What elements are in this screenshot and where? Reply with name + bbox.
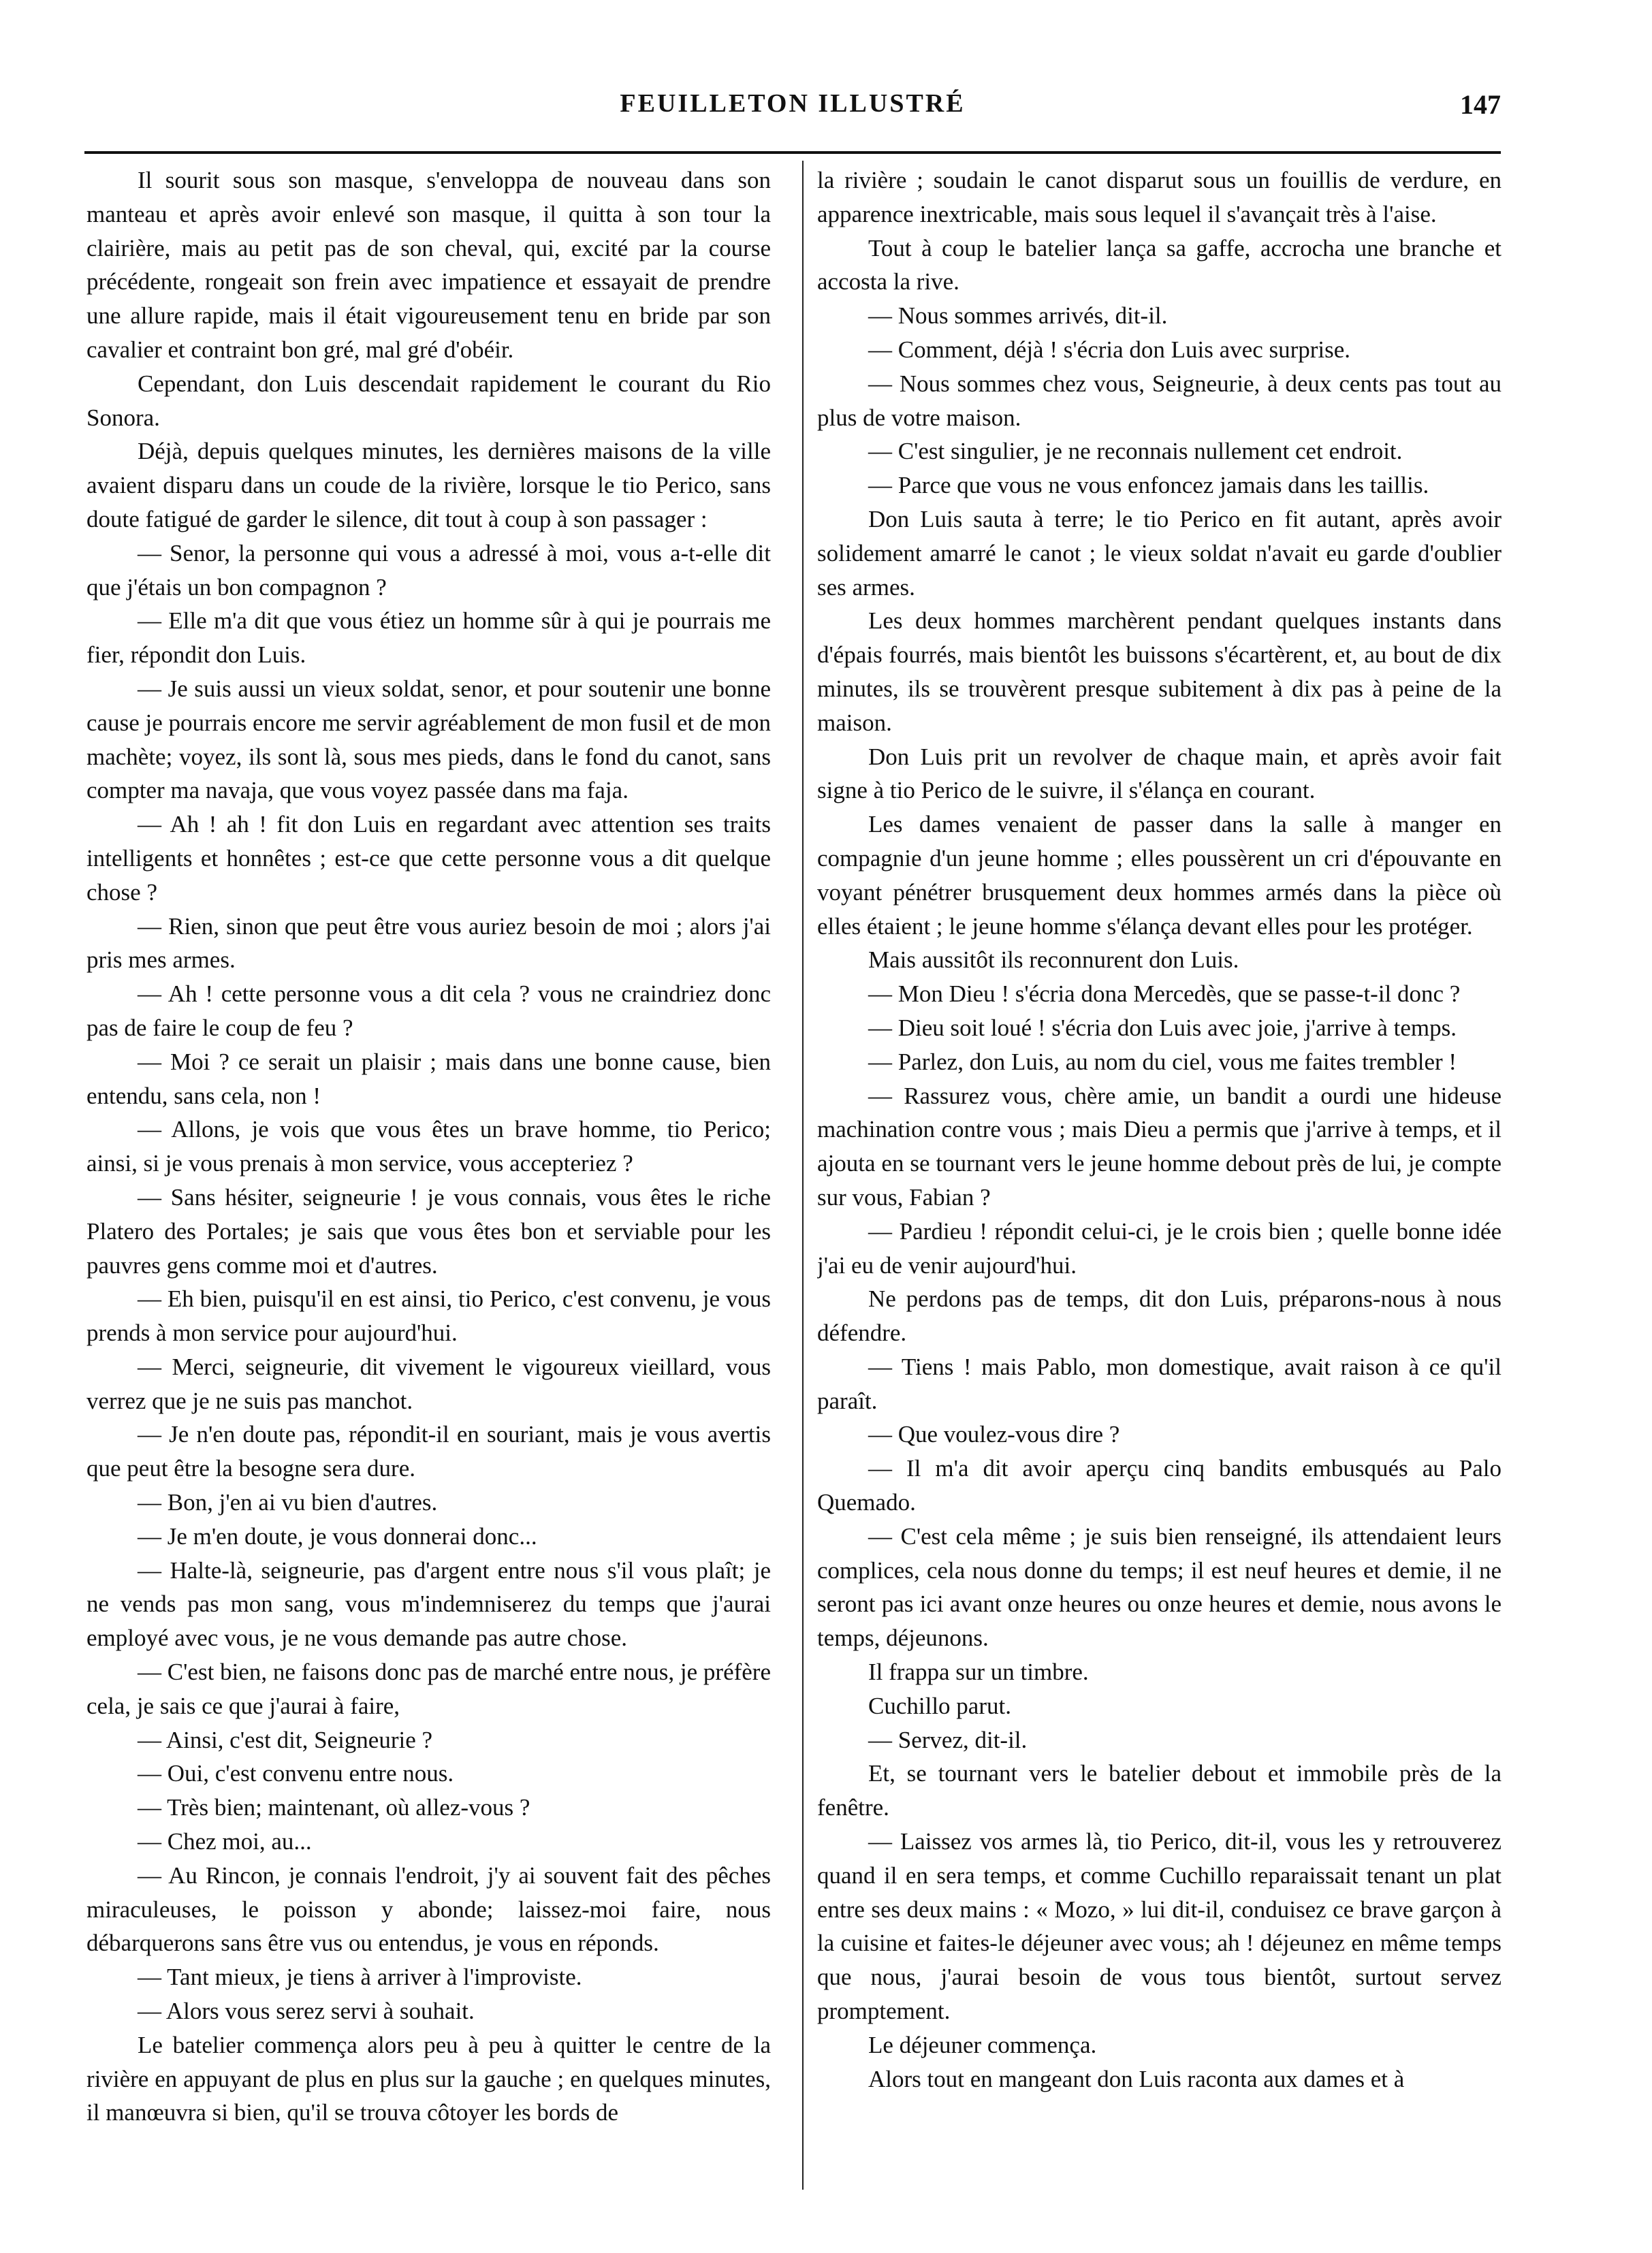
- paragraph: — Tant mieux, je tiens à arriver à l'improviste.: [138, 1964, 582, 1991]
- paragraph: — Nous sommes arrivés, dit-il.: [868, 302, 1168, 330]
- paragraph: — Comment, déjà ! s'écria don Luis avec surprise.: [868, 336, 1351, 363]
- right-column: [817, 163, 1502, 2199]
- paragraph: — Pardieu ! répondit celui-ci, je le crois bien ; quelle bonne idée j'ai eu de venir aujourd'hui.: [817, 1217, 1502, 1279]
- paragraph: Cuchillo parut.: [868, 1692, 1011, 1719]
- paragraph: — Oui, c'est convenu entre nous.: [138, 1760, 454, 1787]
- paragraph: Les deux hommes marchèrent pendant quelques instants dans d'épais fourrés, mais bientôt les buissons s'écartèrent, et, au bout de dix minutes, ils se trouvèrent presque subitement à dix pas à peine de la maison.: [817, 607, 1502, 736]
- paragraph: — Sans hésiter, seigneurie ! je vous connais, vous êtes le riche Platero des Portales; je sais que vous êtes bon et serviable pour les pauvres gens comme moi et d'autres.: [86, 1183, 771, 1279]
- page-header: [84, 89, 1501, 129]
- paragraph: — Rien, sinon que peut être vous auriez besoin de moi ; alors j'ai pris mes armes.: [86, 912, 771, 974]
- paragraph: — Très bien; maintenant, où allez-vous ?: [138, 1794, 530, 1821]
- paragraph: Ne perdons pas de temps, dit don Luis, préparons-nous à nous défendre.: [817, 1285, 1502, 1347]
- paragraph: — Au Rincon, je connais l'endroit, j'y ai souvent fait des pêches miraculeuses, le poisson y abonde; laissez-moi faire, nous débarquerons sans être vus ou entendus, je vous en réponds.: [86, 1861, 771, 1957]
- paragraph: — Nous sommes chez vous, Seigneurie, à deux cents pas tout au plus de votre maison.: [817, 370, 1502, 431]
- paragraph: — C'est bien, ne faisons donc pas de marché entre nous, je préfère cela, je sais ce que j'aurai à faire,: [86, 1659, 771, 1719]
- paragraph: — Eh bien, puisqu'il en est ainsi, tio Perico, c'est convenu, je vous prends à mon service pour aujourd'hui.: [86, 1285, 771, 1347]
- paragraph: — Mon Dieu ! s'écria dona Mercedès, que se passe-t-il donc ?: [868, 980, 1461, 1008]
- paragraph: Déjà, depuis quelques minutes, les dernières maisons de la ville avaient disparu dans un coude de la rivière, lorsque le tio Perico, sans doute fatigué de garder le silence, dit tout à coup à son passager :: [86, 438, 771, 532]
- running-title: FEUILLETON ILLUSTRÉ: [620, 89, 966, 118]
- paragraph: — Je m'en doute, je vous donnerai donc...: [138, 1522, 537, 1550]
- paragraph: Mais aussitôt ils reconnurent don Luis.: [868, 946, 1239, 974]
- paragraph: — Je n'en doute pas, répondit-il en souriant, mais je vous avertis que peut être la besogne sera dure.: [86, 1421, 771, 1482]
- paragraph: — Servez, dit-il.: [868, 1726, 1028, 1753]
- paragraph: — Parce que vous ne vous enfoncez jamais dans les taillis.: [868, 472, 1429, 499]
- paragraph: — Tiens ! mais Pablo, mon domestique, avait raison à ce qu'il paraît.: [817, 1353, 1502, 1414]
- left-column: [86, 163, 771, 2199]
- paragraph: — Alors vous serez servi à souhait.: [138, 1998, 475, 2025]
- paragraph: — Dieu soit loué ! s'écria don Luis avec joie, j'arrive à temps.: [868, 1014, 1457, 1041]
- paragraph: Et, se tournant vers le batelier debout et immobile près de la fenêtre.: [817, 1760, 1502, 1821]
- column-rule: [802, 161, 804, 2190]
- paragraph: — Rassurez vous, chère amie, un bandit a ourdi une hideuse machination contre vous ; mais Dieu a permis que j'arrive à temps, et il ajouta en se tournant vers le jeune homme debout près de lui, je compte sur vous, Fabian ?: [817, 1082, 1502, 1211]
- paragraph: Le déjeuner commença.: [868, 2031, 1097, 2058]
- paragraph: Don Luis prit un revolver de chaque main, et après avoir fait signe à tio Perico de le suivre, il s'élança en courant.: [817, 743, 1502, 804]
- paragraph: Les dames venaient de passer dans la salle à manger en compagnie d'un jeune homme ; elles poussèrent un cri d'épouvante en voyant pénétrer brusquement deux hommes armés dans la pièce où elles étaient ; le jeune homme s'élança devant elles pour les protéger.: [817, 811, 1502, 940]
- header-rule: [84, 151, 1501, 154]
- paragraph: — Moi ? ce serait un plaisir ; mais dans une bonne cause, bien entendu, sans cela, non !: [86, 1048, 771, 1109]
- page-number: 147: [1460, 89, 1501, 120]
- paragraph: — C'est singulier, je ne reconnais nullement cet endroit.: [868, 438, 1403, 465]
- paragraph: — Ah ! ah ! fit don Luis en regardant avec attention ses traits intelligents et honnêtes ; est-ce que cette personne vous a dit quelque chose ?: [86, 811, 771, 906]
- paragraph: — Que voulez-vous dire ?: [868, 1421, 1120, 1448]
- paragraph: — Je suis aussi un vieux soldat, senor, et pour soutenir une bonne cause je pourrais encore me servir agréablement de mon fusil et de mon machète; voyez, ils sont là, sous mes pieds, dans le fond du canot, sans compter ma navaja, que vous voyez passée dans ma faja.: [86, 675, 771, 804]
- paragraph: — Laissez vos armes là, tio Perico, dit-il, vous les y retrouverez quand il en sera temps, et comme Cuchillo reparaissait tenant un plat entre ses deux mains : « Mozo, » lui dit-il, conduisez ce brave garçon à la cuisine et faites-le déjeuner avec vous; ah ! déjeunez en même temps que nous, j'aurai besoin de vous tous bientôt, surtout servez promptement.: [817, 1828, 1502, 2025]
- paragraph: Il frappa sur un timbre.: [868, 1659, 1089, 1686]
- paragraph: — C'est cela même ; je suis bien renseigné, ils attendaient leurs complices, cela nous donne du temps; il est neuf heures et demie, il ne seront pas ici avant onze heures ou onze heures et demie, nous avons le temps, déjeunons.: [817, 1522, 1502, 1652]
- paragraph: Le batelier commença alors peu à peu à quitter le centre de la rivière en appuyant de plus en plus sur la gauche ; en quelques minutes, il manœuvra si bien, qu'il se trouva côtoyer les bords de: [86, 2031, 771, 2126]
- paragraph: — Senor, la personne qui vous a adressé à moi, vous a-t-elle dit que j'étais un bon compagnon ?: [86, 539, 771, 601]
- paragraph: Il sourit sous son masque, s'enveloppa de nouveau dans son manteau et après avoir enlevé son masque, il quitta à son tour la clairière, mais au petit pas de son cheval, qui, excité par la course précédente, rongeait son frein avec impatience et essayait de prendre une allure rapide, mais il était vigoureusement tenu en bride par son cavalier et contraint bon gré, mal gré d'obéir.: [86, 167, 771, 363]
- paragraph: Don Luis sauta à terre; le tio Perico en fit autant, après avoir solidement amarré le canot ; le vieux soldat n'avait eu garde d'oublier ses armes.: [817, 505, 1502, 601]
- paragraph: — Elle m'a dit que vous étiez un homme sûr à qui je pourrais me fier, répondit don Luis.: [86, 607, 771, 669]
- paragraph: Tout à coup le batelier lança sa gaffe, accrocha une branche et accosta la rive.: [817, 234, 1502, 295]
- paragraph: — Ah ! cette personne vous a dit cela ? vous ne craindriez donc pas de faire le coup de feu ?: [86, 980, 771, 1041]
- paragraph: — Parlez, don Luis, au nom du ciel, vous me faites trembler !: [868, 1048, 1457, 1075]
- paragraph: — Bon, j'en ai vu bien d'autres.: [138, 1489, 438, 1516]
- paragraph: — Halte-là, seigneurie, pas d'argent entre nous s'il vous plaît; je ne vends pas mon sang, vous m'indemniserez du temps que j'aurai employé avec vous, je ne vous demande pas autre chose.: [86, 1556, 771, 1652]
- paragraph: — Chez moi, au...: [138, 1828, 312, 1855]
- paragraph: Alors tout en mangeant don Luis raconta aux dames et à: [868, 2065, 1405, 2092]
- paragraph: — Ainsi, c'est dit, Seigneurie ?: [138, 1726, 433, 1753]
- paragraph: la rivière ; soudain le canot disparut sous un fouillis de verdure, en apparence inextricable, mais sous lequel il s'avançait très à l'aise.: [817, 167, 1502, 227]
- paragraph: — Merci, seigneurie, dit vivement le vigoureux vieillard, vous verrez que je ne suis pas manchot.: [86, 1353, 771, 1414]
- paragraph: — Allons, je vois que vous êtes un brave homme, tio Perico; ainsi, si je vous prenais à mon service, vous accepteriez ?: [86, 1116, 771, 1177]
- paragraph: — Il m'a dit avoir aperçu cinq bandits embusqués au Palo Quemado.: [817, 1455, 1502, 1516]
- paragraph: Cependant, don Luis descendait rapidement le courant du Rio Sonora.: [86, 370, 771, 431]
